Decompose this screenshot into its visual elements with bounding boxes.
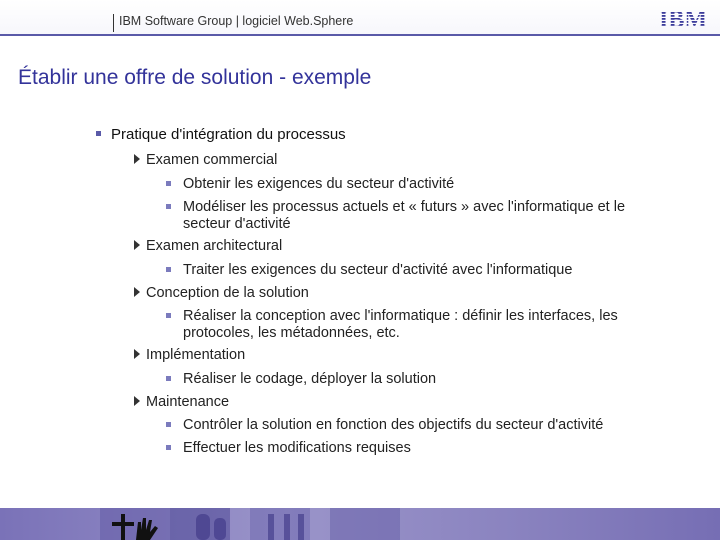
square-bullet-icon bbox=[166, 376, 171, 381]
sub-bullet-text: Réaliser le codage, déployer la solution bbox=[183, 371, 437, 387]
sub-bullet-text: Contrôler la solution en fonction des objectifs du secteur d'activité bbox=[183, 417, 604, 433]
section-heading bbox=[134, 394, 229, 410]
footer-image-strip bbox=[0, 508, 720, 540]
ibm-logo bbox=[656, 6, 710, 30]
footer-decoration bbox=[0, 508, 720, 540]
square-bullet-icon bbox=[166, 181, 171, 186]
section-heading bbox=[134, 152, 277, 168]
sub-bullet-text: Obtenir les exigences du secteur d'activité bbox=[183, 176, 455, 192]
section-heading bbox=[134, 347, 245, 363]
square-bullet-icon bbox=[166, 445, 171, 450]
sub-bullet bbox=[166, 371, 436, 388]
section-heading-text: Examen commercial bbox=[146, 152, 278, 168]
sub-bullet-text: Traiter les exigences du secteur d'activité avec l'informatique bbox=[183, 262, 573, 278]
sub-bullet-text: Modéliser les processus actuels et « futurs » avec l'informatique et le secteur d'activité bbox=[183, 199, 626, 232]
header-text: IBM Software Group | logiciel Web.Sphere bbox=[119, 14, 354, 28]
main-bullet-text: Pratique d'intégration du processus bbox=[111, 126, 346, 143]
section-heading bbox=[134, 285, 309, 301]
section-heading-text: Implémentation bbox=[146, 347, 246, 363]
header-divider bbox=[113, 14, 114, 32]
triangle-bullet-icon bbox=[134, 287, 140, 297]
sub-bullet-text: Effectuer les modifications requises bbox=[183, 440, 411, 456]
sub-bullet bbox=[166, 262, 572, 279]
triangle-bullet-icon bbox=[134, 240, 140, 250]
triangle-bullet-icon bbox=[134, 349, 140, 359]
slide-title: Établir une offre de solution - exemple bbox=[18, 66, 372, 89]
main-bullet bbox=[96, 126, 346, 143]
section-heading-text: Examen architectural bbox=[146, 238, 283, 254]
sub-bullet bbox=[166, 308, 636, 342]
sub-bullet bbox=[166, 199, 636, 233]
header-rule bbox=[0, 34, 720, 36]
square-bullet-icon bbox=[166, 422, 171, 427]
triangle-bullet-icon bbox=[134, 396, 140, 406]
slide-header bbox=[0, 0, 720, 34]
square-bullet-icon bbox=[166, 204, 171, 209]
section-heading bbox=[134, 238, 282, 254]
sub-bullet bbox=[166, 417, 603, 434]
sub-bullet-text: Réaliser la conception avec l'informatique : définir les interfaces, les protocoles, les métadonnées, etc. bbox=[183, 308, 618, 341]
square-bullet-icon bbox=[96, 131, 101, 136]
sub-bullet bbox=[166, 440, 411, 457]
section-heading-text: Conception de la solution bbox=[146, 285, 309, 301]
square-bullet-icon bbox=[166, 267, 171, 272]
sub-bullet bbox=[166, 176, 454, 193]
square-bullet-icon bbox=[166, 313, 171, 318]
section-heading-text: Maintenance bbox=[146, 394, 230, 410]
triangle-bullet-icon bbox=[134, 154, 140, 164]
